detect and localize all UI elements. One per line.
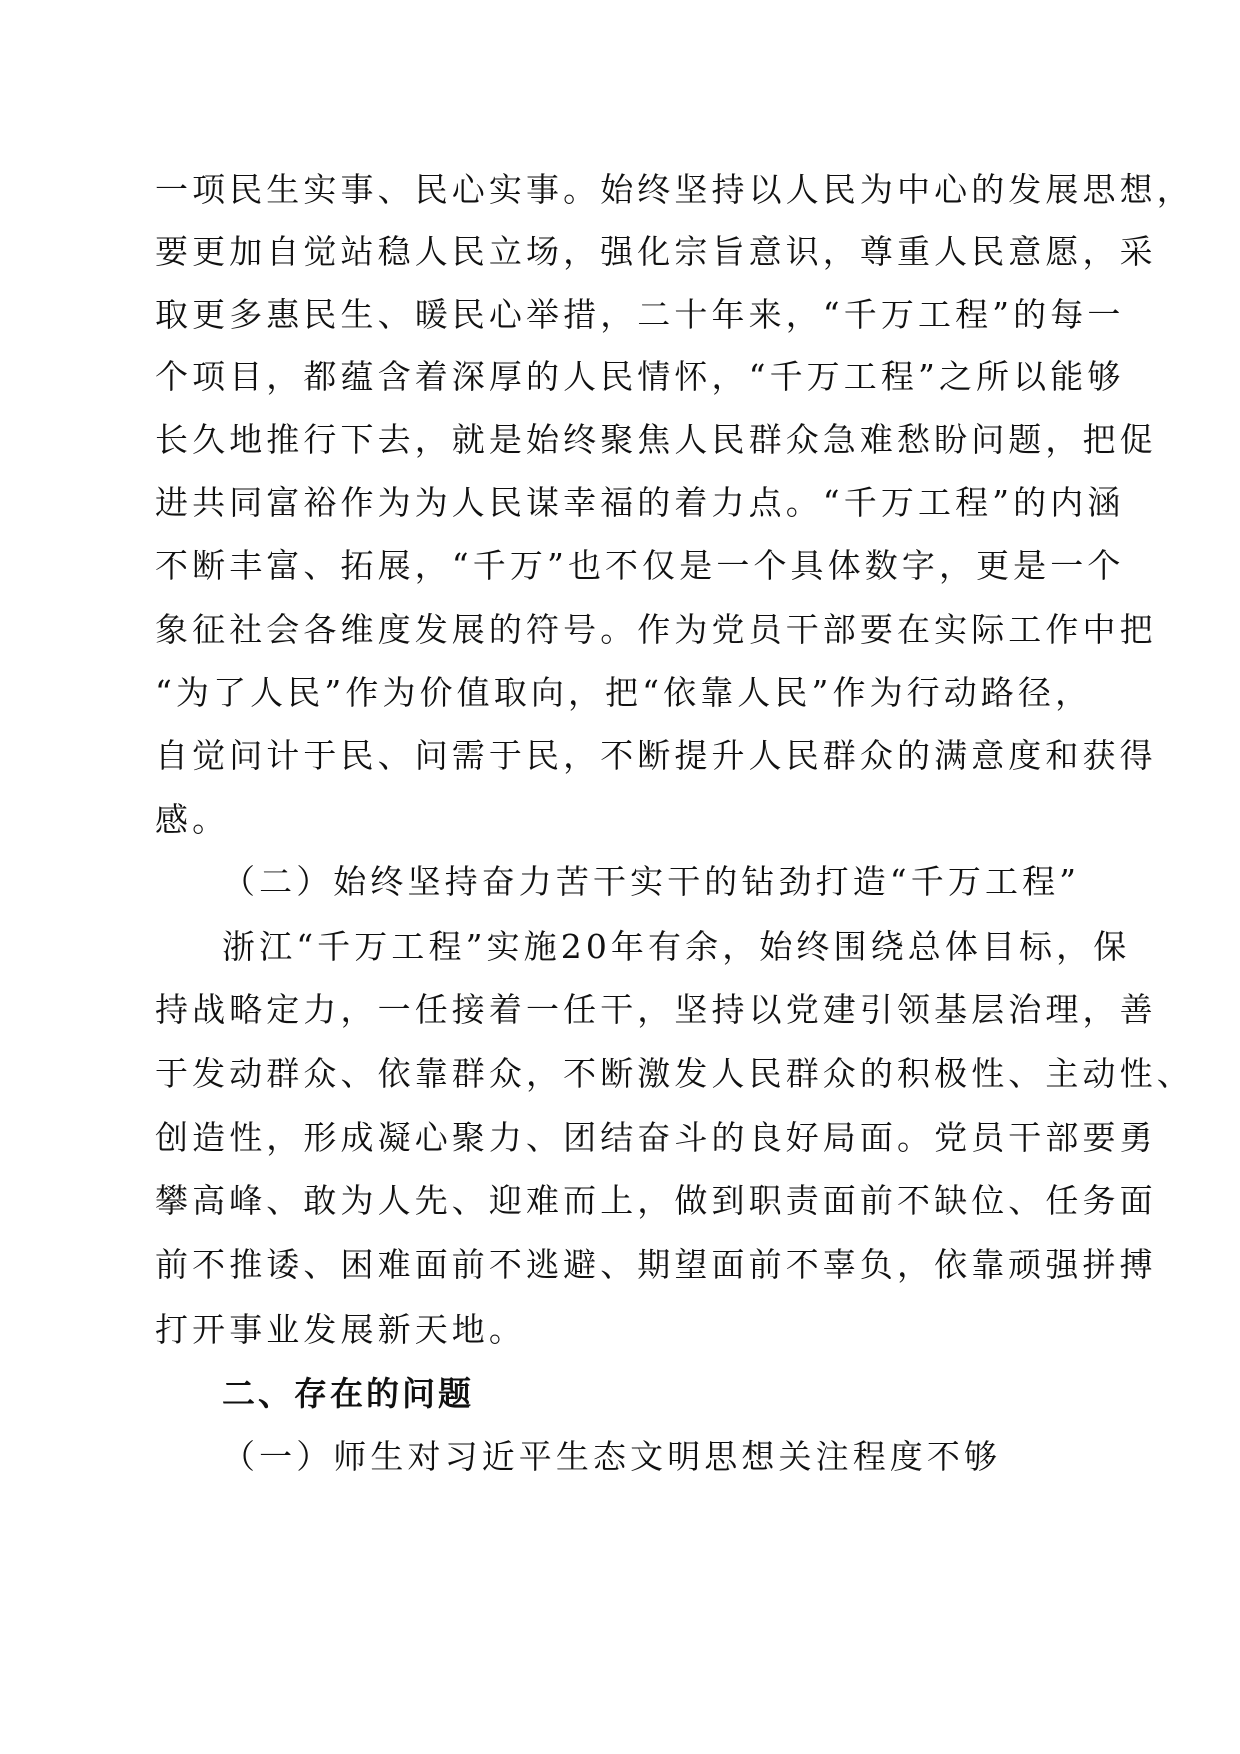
- subheading-2: （二）始终坚持奋力苦干实干的钻劲打造“千万工程”: [222, 862, 1081, 901]
- paragraph-line: 浙江“千万工程”实施20年有余，始终围绕总体目标，保: [222, 927, 1131, 966]
- paragraph-line: 一项民生实事、民心实事。始终坚持以人民为中心的发展思想，: [155, 170, 1194, 209]
- paragraph-line: 自觉问计于民、问需于民，不断提升人民群众的满意度和获得: [155, 736, 1157, 775]
- paragraph-line: 要更加自觉站稳人民立场，强化宗旨意识，尊重人民意愿，采: [155, 232, 1157, 271]
- paragraph-line: 长久地推行下去，就是始终聚焦人民群众急难愁盼问题，把促: [155, 420, 1157, 459]
- paragraph-line: 持战略定力，一任接着一任干，坚持以党建引领基层治理，善: [155, 990, 1157, 1029]
- paragraph-line: 感。: [155, 800, 230, 839]
- paragraph-line: 进共同富裕作为为人民谋幸福的着力点。“千万工程”的内涵: [155, 483, 1125, 522]
- paragraph-line: 攀高峰、敢为人先、迎难而上，做到职责面前不缺位、任务面: [155, 1181, 1157, 1220]
- paragraph-line: 创造性，形成凝心聚力、团结奋斗的良好局面。党员干部要勇: [155, 1118, 1157, 1157]
- paragraph-line: 个项目，都蕴含着深厚的人民情怀，“千万工程”之所以能够: [155, 357, 1125, 396]
- paragraph-line: 前不推诿、困难面前不逃避、期望面前不辜负，依靠顽强拼搏: [155, 1245, 1157, 1284]
- section-heading: 二、存在的问题: [222, 1374, 474, 1413]
- paragraph-line: 于发动群众、依靠群众，不断激发人民群众的积极性、主动性、: [155, 1054, 1194, 1093]
- paragraph-line: 打开事业发展新天地。: [155, 1310, 526, 1349]
- paragraph-line: 不断丰富、拓展，“千万”也不仅是一个具体数字，更是一个: [155, 546, 1125, 585]
- paragraph-line: 象征社会各维度发展的符号。作为党员干部要在实际工作中把: [155, 610, 1157, 649]
- subheading-1: （一）师生对习近平生态文明思想关注程度不够: [222, 1437, 1002, 1476]
- paragraph-line: 取更多惠民生、暖民心举措，二十年来，“千万工程”的每一: [155, 295, 1125, 334]
- paragraph-line: “为了人民”作为价值取向，把“依靠人民”作为行动路径，: [155, 673, 1093, 712]
